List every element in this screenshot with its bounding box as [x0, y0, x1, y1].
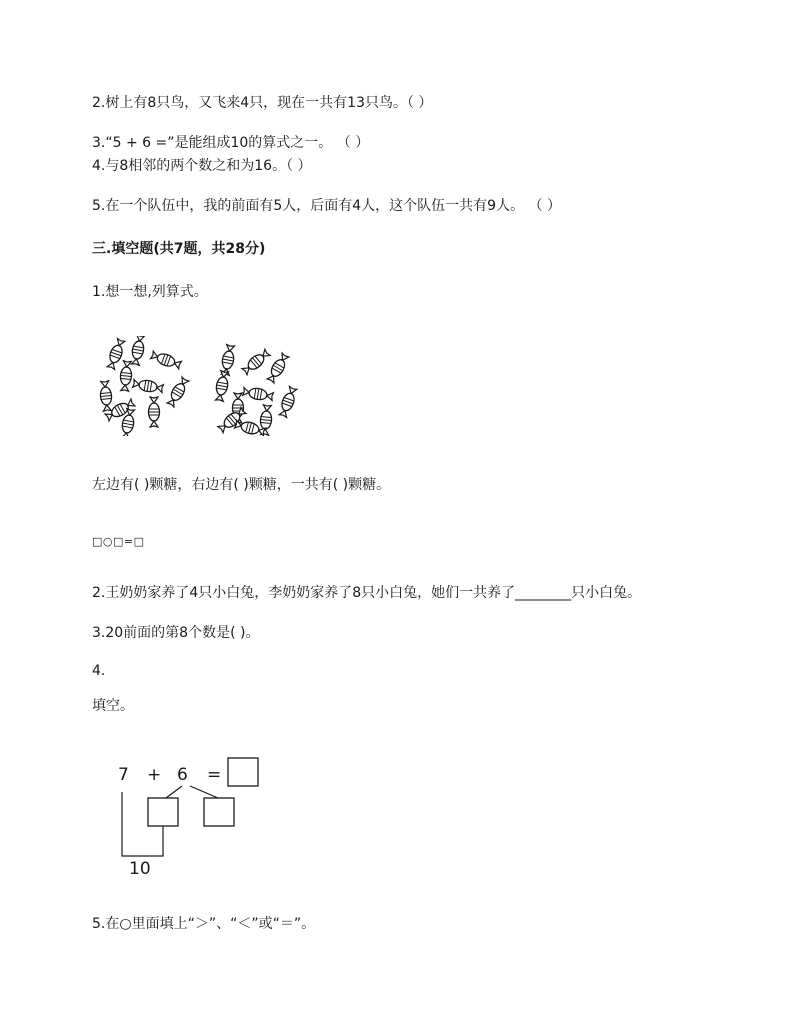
- fill-question-5: 5.在○里面填上“＞”、“＜”或“＝”。: [92, 916, 316, 932]
- candy-icon: [266, 352, 291, 383]
- fill-question-2: 2.王奶奶家养了4只小白兔，李奶奶家养了8只小白兔，她们一共养了________只小白兔。: [92, 585, 642, 601]
- judge-question-3: 3.“5 + 6 =”是能组成10的算式之一。 （ ）: [92, 135, 370, 151]
- candy-icon: [99, 381, 113, 412]
- plus-sign: +: [147, 765, 162, 785]
- sum-answer-box[interactable]: [228, 758, 258, 786]
- split-part-box-2[interactable]: [204, 798, 234, 826]
- candy-icon: [150, 350, 182, 371]
- fill-question-1-answer-line: 左边有( )颗糖，右边有( )颗糖，一共有( )颗糖。: [92, 477, 391, 493]
- judge-question-5: 5.在一个队伍中，我的前面有5人，后面有4人，这个队伍一共有9人。 （ ）: [92, 198, 561, 214]
- candy-icon: [119, 361, 133, 392]
- candy-icon: [132, 378, 163, 394]
- addend-b: 6: [177, 765, 188, 785]
- judge-question-4: 4.与8相邻的两个数之和为16。（ ）: [92, 158, 312, 174]
- candy-illustration: [96, 336, 316, 436]
- fill-question-1-prompt: 1.想一想,列算式。: [92, 284, 208, 300]
- candy-icon: [242, 386, 273, 402]
- split-line-right: [190, 786, 218, 798]
- fill-question-3: 3.20前面的第8个数是( )。: [92, 625, 260, 641]
- equals-sign: =: [207, 765, 222, 785]
- split-line-left: [166, 786, 182, 798]
- section-title: 三.填空题(共7题，共28分): [92, 241, 266, 257]
- candy-icon: [241, 348, 271, 376]
- candy-icon: [166, 376, 191, 407]
- split-part-box-1[interactable]: [148, 798, 178, 826]
- formula-template: □○□=□: [92, 535, 145, 548]
- candy-icon: [149, 397, 160, 427]
- decomposition-diagram: [110, 752, 280, 884]
- fill-question-4-instruction: 填空。: [92, 698, 134, 714]
- candy-icon: [106, 338, 127, 370]
- addend-a: 7: [118, 765, 129, 785]
- candy-icon: [278, 386, 299, 418]
- fill-question-4-number: 4.: [92, 663, 106, 679]
- candy-icon: [130, 336, 146, 366]
- judge-question-2: 2.树上有8只鸟，又飞来4只，现在一共有13只鸟。（ ）: [92, 95, 433, 111]
- ten-label: 10: [129, 859, 151, 879]
